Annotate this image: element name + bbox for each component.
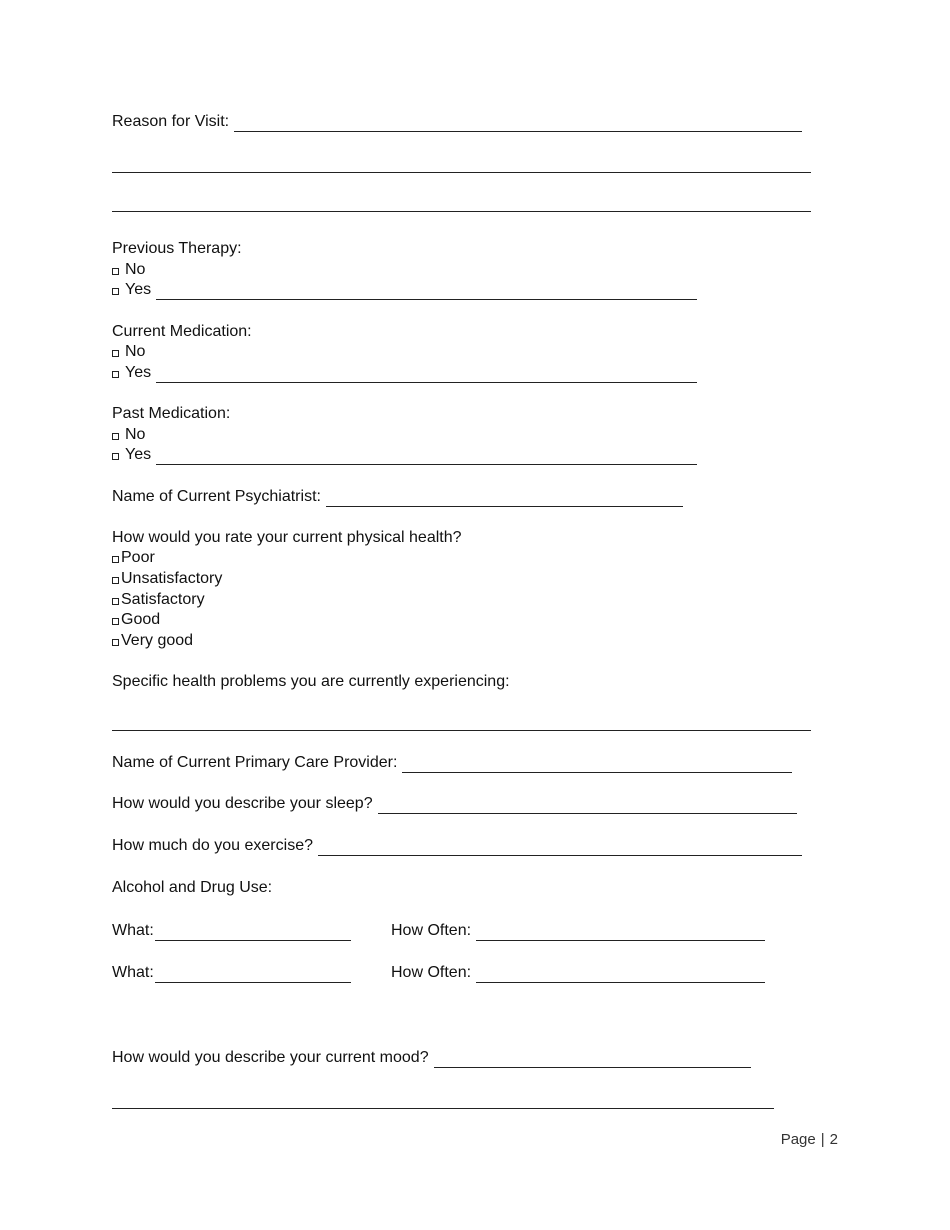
past-medication-label: [112, 404, 230, 424]
sleep-row: [112, 794, 797, 814]
mood-line-2[interactable]: [112, 1108, 774, 1109]
psychiatrist-row: [112, 487, 683, 507]
physical-health-good-checkbox[interactable]: [112, 618, 119, 625]
primary-care-input[interactable]: [402, 756, 792, 773]
exercise-input[interactable]: [318, 839, 802, 856]
mood-input[interactable]: [434, 1051, 751, 1068]
substance-what-input[interactable]: [155, 924, 351, 941]
physical-health-question: [112, 528, 462, 548]
substance-row-1-what: [112, 921, 351, 941]
physical-health-question-text: How would you rate your current physical health?: [112, 529, 462, 546]
current-medication-no-option[interactable]: [112, 342, 145, 362]
previous-therapy-label: [112, 239, 242, 259]
exercise-label: How much do you exercise?: [112, 837, 313, 854]
psychiatrist-label: Name of Current Psychiatrist:: [112, 488, 321, 505]
alcohol-drug-label: [112, 878, 272, 898]
page-label: Page: [780, 1131, 816, 1148]
page-footer: [781, 1131, 838, 1148]
current-medication-details-input[interactable]: [156, 366, 697, 383]
past-medication-yes-label: Yes: [125, 446, 152, 463]
sleep-label: How would you describe your sleep?: [112, 795, 373, 812]
substance-row-2-what: [112, 963, 351, 983]
past-medication-no-checkbox[interactable]: [112, 433, 119, 440]
substance-what-label: What:: [112, 964, 154, 981]
physical-health-unsatisfactory-checkbox[interactable]: [112, 577, 119, 584]
physical-health-option-unsatisfactory[interactable]: [112, 569, 222, 589]
alcohol-drug-text: Alcohol and Drug Use:: [112, 879, 273, 896]
current-medication-text: Current Medication:: [112, 323, 252, 340]
physical-health-option-good[interactable]: [112, 610, 160, 630]
health-problems-label: [112, 672, 510, 692]
physical-health-good-label: Good: [121, 611, 161, 628]
page-number: 2: [829, 1131, 838, 1148]
primary-care-row: [112, 753, 792, 773]
substance-what-input[interactable]: [155, 966, 351, 983]
reason-row: [112, 112, 802, 132]
physical-health-unsatisfactory-label: Unsatisfactory: [121, 570, 223, 587]
physical-health-poor-label: Poor: [121, 549, 155, 566]
past-medication-yes-option[interactable]: [112, 445, 697, 465]
physical-health-poor-checkbox[interactable]: [112, 556, 119, 563]
mood-row: [112, 1048, 751, 1068]
previous-therapy-yes-label: Yes: [125, 281, 152, 298]
psychiatrist-input[interactable]: [326, 490, 683, 507]
substance-row-2-how-often: [391, 963, 765, 983]
physical-health-option-satisfactory[interactable]: [112, 590, 205, 610]
substance-how-often-input[interactable]: [476, 924, 765, 941]
primary-care-label: Name of Current Primary Care Provider:: [112, 754, 398, 771]
sleep-input[interactable]: [378, 797, 797, 814]
past-medication-details-input[interactable]: [156, 448, 697, 465]
substance-how-often-label: How Often:: [391, 964, 472, 981]
reason-line-2[interactable]: [112, 172, 811, 173]
mood-label: How would you describe your current mood?: [112, 1049, 429, 1066]
page-separator: |: [820, 1131, 825, 1148]
current-medication-yes-label: Yes: [125, 364, 152, 381]
health-problems-input[interactable]: [112, 730, 811, 731]
previous-therapy-no-checkbox[interactable]: [112, 268, 119, 275]
health-problems-text: Specific health problems you are currently experiencing:: [112, 673, 510, 690]
exercise-row: [112, 836, 802, 856]
past-medication-no-label: No: [125, 426, 146, 443]
current-medication-label: [112, 322, 252, 342]
current-medication-yes-checkbox[interactable]: [112, 371, 119, 378]
substance-what-label: What:: [112, 922, 154, 939]
physical-health-very-good-checkbox[interactable]: [112, 639, 119, 646]
substance-how-often-input[interactable]: [476, 966, 765, 983]
previous-therapy-no-label: No: [125, 261, 146, 278]
previous-therapy-text: Previous Therapy:: [112, 240, 242, 257]
current-medication-yes-option[interactable]: [112, 363, 697, 383]
previous-therapy-yes-option[interactable]: [112, 280, 697, 300]
previous-therapy-no-option[interactable]: [112, 260, 145, 280]
current-medication-no-label: No: [125, 343, 146, 360]
substance-how-often-label: How Often:: [391, 922, 472, 939]
previous-therapy-yes-checkbox[interactable]: [112, 288, 119, 295]
physical-health-very-good-label: Very good: [121, 632, 194, 649]
past-medication-text: Past Medication:: [112, 405, 231, 422]
past-medication-no-option[interactable]: [112, 425, 145, 445]
physical-health-satisfactory-checkbox[interactable]: [112, 598, 119, 605]
past-medication-yes-checkbox[interactable]: [112, 453, 119, 460]
reason-input[interactable]: [234, 115, 802, 132]
reason-line-3[interactable]: [112, 211, 811, 212]
previous-therapy-details-input[interactable]: [156, 283, 697, 300]
current-medication-no-checkbox[interactable]: [112, 350, 119, 357]
physical-health-option-very-good[interactable]: [112, 631, 193, 651]
physical-health-satisfactory-label: Satisfactory: [121, 591, 205, 608]
reason-label: Reason for Visit:: [112, 113, 230, 130]
physical-health-option-poor[interactable]: [112, 548, 155, 568]
substance-row-1-how-often: [391, 921, 765, 941]
